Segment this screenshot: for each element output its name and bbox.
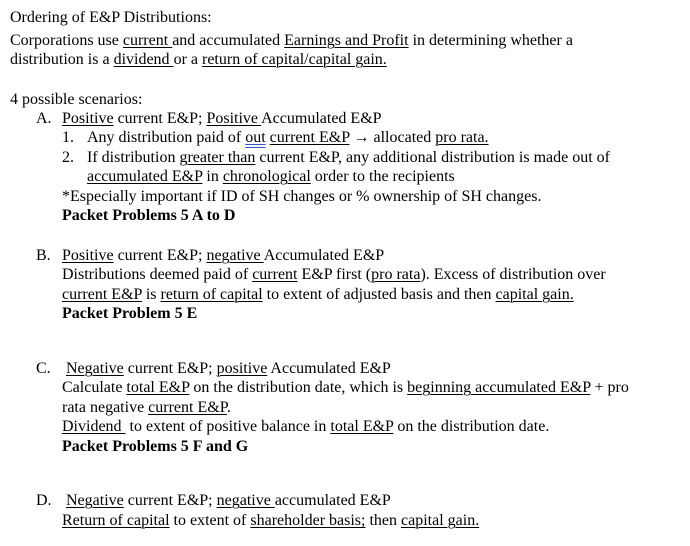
text-segment: order to the recipients (310, 168, 455, 185)
text-line (10, 90, 142, 109)
underlined-term: Earnings and Profit (284, 32, 409, 49)
underlined-term: return of capital/capital gain. (202, 51, 387, 68)
text-segment: current E&P; (123, 492, 217, 509)
text-segment: current E&P; (113, 110, 207, 127)
text-segment: If distribution (87, 149, 180, 166)
text-segment: in determining whether a (408, 32, 573, 49)
text-segment: current E&P, any additional distribution is made out of (255, 149, 610, 166)
packet-problems-reference (62, 437, 248, 456)
underlined-term: Negative (66, 492, 124, 509)
text-segment: and accumulated (172, 32, 285, 49)
underlined-term: capital gain. (495, 286, 574, 303)
underlined-term: total E&P (126, 379, 190, 396)
underlined-term: positive (216, 360, 268, 377)
underlined-term: pro rata (371, 266, 421, 283)
list-marker: B. (36, 247, 51, 264)
text-segment: current E&P; (123, 360, 217, 377)
text-line (62, 265, 606, 284)
packet-problems-reference (62, 206, 235, 225)
text-segment: Distributions deemed paid of (62, 266, 253, 283)
text-line (87, 128, 489, 147)
text-segment: . (226, 399, 231, 416)
text-line (62, 285, 574, 304)
text-segment: 4 possible scenarios: (10, 91, 143, 108)
underlined-term: chronological (222, 168, 311, 185)
text-segment: to extent of (169, 512, 251, 529)
text-line (62, 511, 479, 530)
underlined-term: negative (216, 492, 275, 509)
text-line (62, 417, 549, 436)
underlined-term: dividend (113, 51, 174, 68)
text-line (87, 148, 610, 167)
text-line (10, 31, 573, 50)
text-line (66, 491, 391, 510)
underlined-term: out (245, 129, 266, 146)
text-segment: distribution is a (10, 51, 114, 68)
underlined-term: pro rata. (435, 129, 489, 146)
list-marker: C. (36, 360, 51, 377)
text-segment: ). Excess of distribution over (420, 266, 606, 283)
text-segment: E&P first ( (297, 266, 372, 283)
text-segment: to extent of adjusted basis and then (262, 286, 496, 303)
text-line (62, 246, 384, 265)
text-segment: on the distribution date. (393, 418, 550, 435)
underlined-term: Negative (66, 360, 124, 377)
underlined-term: current E&P (269, 129, 350, 146)
text-line (62, 187, 541, 206)
underlined-term: Positive (62, 110, 114, 127)
text-line (62, 398, 231, 417)
text-segment: Accumulated E&P (263, 247, 385, 264)
text-line (10, 50, 387, 69)
text-line (10, 8, 212, 27)
text-line (87, 167, 455, 186)
text-segment: is (141, 286, 161, 303)
text-segment: in (202, 168, 223, 185)
underlined-term: capital gain. (401, 512, 480, 529)
text-segment: → allocated (349, 129, 436, 146)
underlined-term: total E&P (330, 418, 394, 435)
text-segment: current E&P; (113, 247, 207, 264)
text-segment: Any distribution paid of (87, 129, 246, 146)
underlined-term: shareholder basis; (250, 512, 366, 529)
text-segment: Accumulated E&P (261, 110, 382, 127)
text-segment: then (365, 512, 402, 529)
text-segment: or a (173, 51, 202, 68)
underlined-term: beginning accumulated E&P (407, 379, 591, 396)
list-marker: 2. (62, 149, 74, 166)
underlined-term: greater than (179, 149, 256, 166)
text-segment: on the distribution date, which is (189, 379, 408, 396)
text-line (62, 109, 382, 128)
text-segment: Packet Problem 5 E (62, 305, 198, 322)
underlined-term: negative (206, 247, 264, 264)
underlined-term: Positive (62, 247, 114, 264)
text-line (66, 359, 391, 378)
underlined-term: Positive (206, 110, 262, 127)
packet-problems-reference (62, 304, 197, 323)
text-segment: rata negative (62, 399, 149, 416)
underlined-term: Return of capital (62, 512, 170, 529)
text-segment: Corporations use (10, 32, 123, 49)
text-segment: accumulated E&P (274, 492, 391, 509)
text-segment: Ordering of E&P Distributions: (10, 9, 212, 26)
underlined-term: Dividend (62, 418, 126, 435)
text-segment: Packet Problems 5 A to D (62, 207, 236, 224)
text-segment: Packet Problems 5 F and G (62, 438, 249, 455)
underlined-term: current (122, 32, 173, 49)
text-line (62, 378, 629, 397)
text-segment: Accumulated E&P (267, 360, 391, 377)
list-marker: A. (36, 110, 52, 127)
list-marker: D. (36, 492, 52, 509)
list-marker: 1. (62, 129, 74, 146)
underlined-term: accumulated E&P (87, 168, 203, 185)
text-segment: + pro (590, 379, 629, 396)
underlined-term: current E&P (62, 286, 142, 303)
underlined-term: current (252, 266, 298, 283)
text-segment: Calculate (62, 379, 127, 396)
text-segment: *Especially important if ID of SH changes or % ownership of SH changes. (62, 188, 542, 205)
underlined-term: current E&P (148, 399, 227, 416)
underlined-term: return of capital (160, 286, 263, 303)
text-segment: to extent of positive balance in (125, 418, 331, 435)
